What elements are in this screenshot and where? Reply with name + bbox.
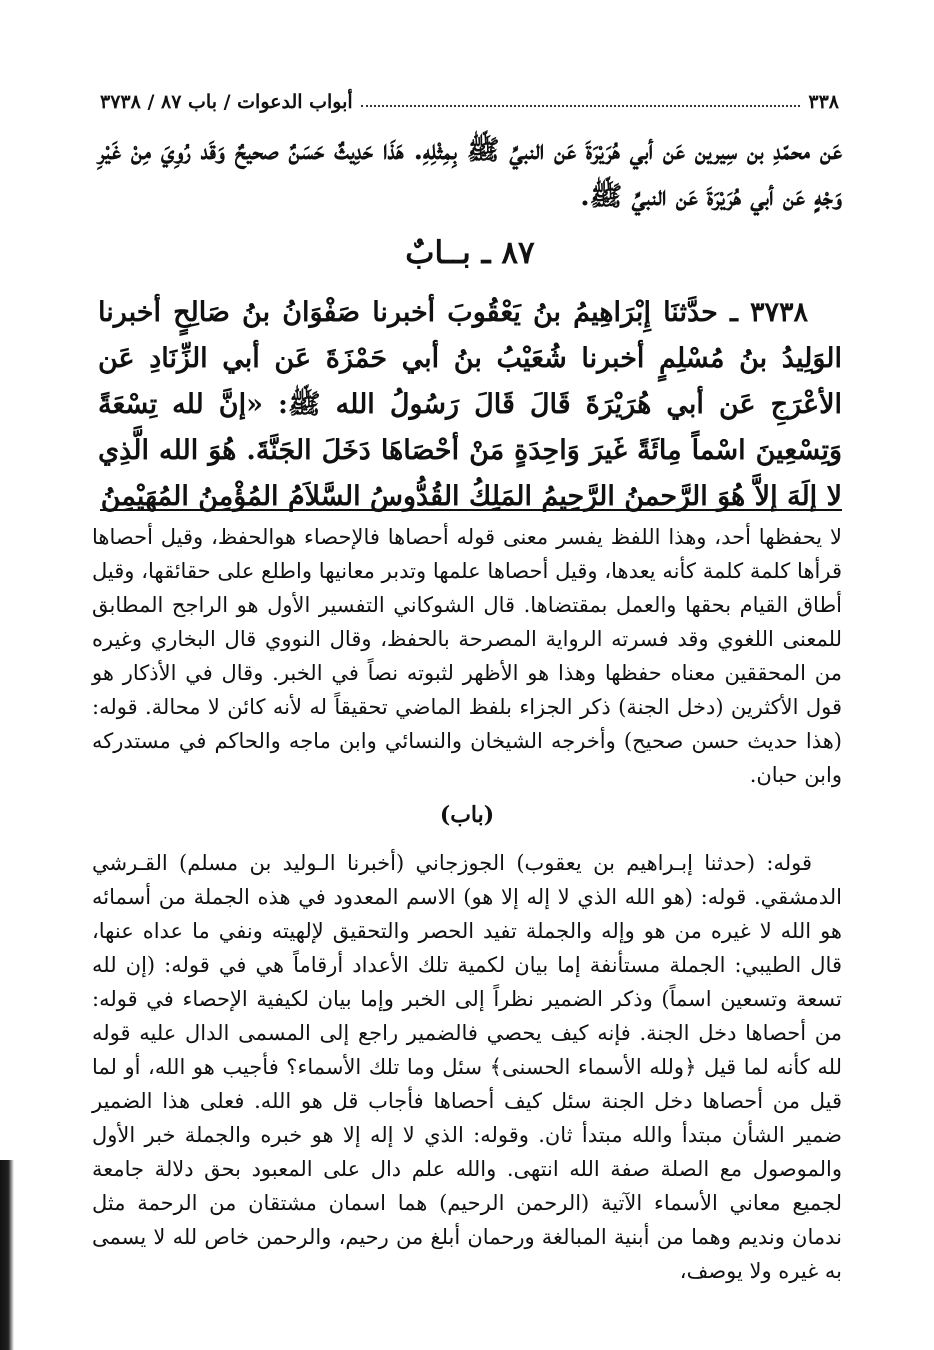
commentary-paragraph: قوله: (حدثنا إبـراهيم بن يعقوب) الجوزجاني (أخبرنا الـوليد بن مسلم) القـرشي الدمشقي. قوله: (هو الله الذي لا إله إلا هو) الاسم المعدود في هذه الجملة من أسمائه هو الله لا غيره من هو وإله والجملة تفيد الحصر والتحقيق لإلهيته ونفي ما عداه عنها، قال الطيبي: الجملة مستأنفة إما بيان لكمية تلك الأعداد أرقاماً هي في قوله: (إن لله تسعة وتسعين اسماً) وذكر الضمير نظراً إلى الخبر وإما بيان لكيفية الإحصاء في قوله: من أحصاها دخل الجنة. فإنه كيف يحصي فالضمير راجع إلى المسمى الدال عليه قوله لله كأنه لما قيل ﴿ولله الأسماء الحسنى﴾ سئل وما تلك الأسماء؟ فأجيب هو الله، أو لما قيل من أحصاها دخل الجنة سئل كيف أحصاها فأجاب قل هو الله. فعلى هذا الضمير ضمير الشأن مبتدأ والله مبتدأ ثان. وقوله: الذي لا إله إلا هو خبره والجملة خبر الأول والموصول مع الصلة صفة الله انتهى. والله علم دال على المعبود بحق دلالة جامعة لجميع معاني الأسماء الآتية (الرحمن الرحيم) هما اسمان مشتقان من الرحمة مثل ندمان ونديم وهما من أبنية المبالغة ورحمان أبلغ من رحيم، والرحمن خاص لله لا يسمى به غيره ولا يوصف، — [92, 851, 842, 1283]
hadith-paragraph: ٣٧٣٨ ـ حدَّثنَا إِبْرَاهِيمُ بنُ يَعْقُوبَ أخبرنا صَفْوَانُ بنُ صَالِحٍ أخبرنا الوَلِيدُ بنُ مُسْلِمٍ أخبرنا شُعَيْبُ بنُ أبي حَمْزَةَ عَن أبي الزِّنَادِ عَن الأعْرَجِ عَن أبي هُرَيْرَةَ قَالَ قَالَ رَسُولُ الله ﷺ: «إنَّ لله تِسْعَةً وَتِسْعِينَ اسْماً مِائَةً غَيرَ وَاحِدَةٍ مَنْ أحْصَاهَا دَخَلَ الجَنَّةَ. هُوَ الله الَّذِي لا إلَهَ إلاَّ هُوَ الرَّحمنُ الرَّحِيمُ المَلِكُ القُدُّوسُ السَّلاَمُ المُؤْمِنُ المُهَيْمِنُ — [98, 297, 842, 512]
footnote-separator — [100, 509, 842, 511]
running-title: أبواب الدعوات / باب ٨٧ / ٣٧٣٨ — [100, 91, 353, 113]
commentary-paragraph: لا يحفظها أحد، وهذا اللفظ يفسر معنى قوله أحصاها فالإحصاء هوالحفظ، وقيل أحصاها قرأها كلمة كلمة كأنه يعدها، وقيل أحصاها علمها وتدبر معانيها واطلع على حقائقها، وقيل أطاق القيام بحقها والعمل بمقتضاها. قال الشوكاني التفسير الأول هو الراجح المطابق للمعنى اللغوي وقد فسرته الرواية المصرحة بالحفظ، وقال النووي قال البخاري وغيره من المحققين معناه حفظها وهذا هو الأظهر لثبوته نصاً في الخبر. وقال في الأذكار هو قول الأكثرين (دخل الجنة) ذكر الجزاء بلفظ الماضي تحقيقاً له لأنه كائن لا محالة. قوله: (هذا حديث حسن صحيح) وأخرجه الشيخان والنسائي وابن ماجه والحاكم في مستدركه وابن حبان. — [92, 525, 842, 787]
chapter-heading: ٨٧ ـ بــابٌ — [405, 235, 535, 271]
header-dot-leader — [361, 105, 801, 107]
main-text — [98, 128, 842, 520]
commentary — [92, 520, 842, 1288]
running-header — [100, 84, 839, 120]
page-number: ٣٣٨ — [808, 91, 839, 113]
main-paragraph: عَن محمّدِ بن سِيرين عَن أبي هُرَيْرَةَ عَن النبيِّ ﷺ بِمِثْلِهِ. هَذَا حَدِيثٌ حَسَنٌ صحيحٌ وَقَد رُوِيَ مِنْ غَيْرِ وَجْهٍ عَن أبي هُرَيْرَةَ عَن النبيِّ ﷺ. — [98, 135, 842, 212]
scan-shadow — [0, 1160, 14, 1350]
commentary-subheading: (باب) — [439, 802, 495, 828]
